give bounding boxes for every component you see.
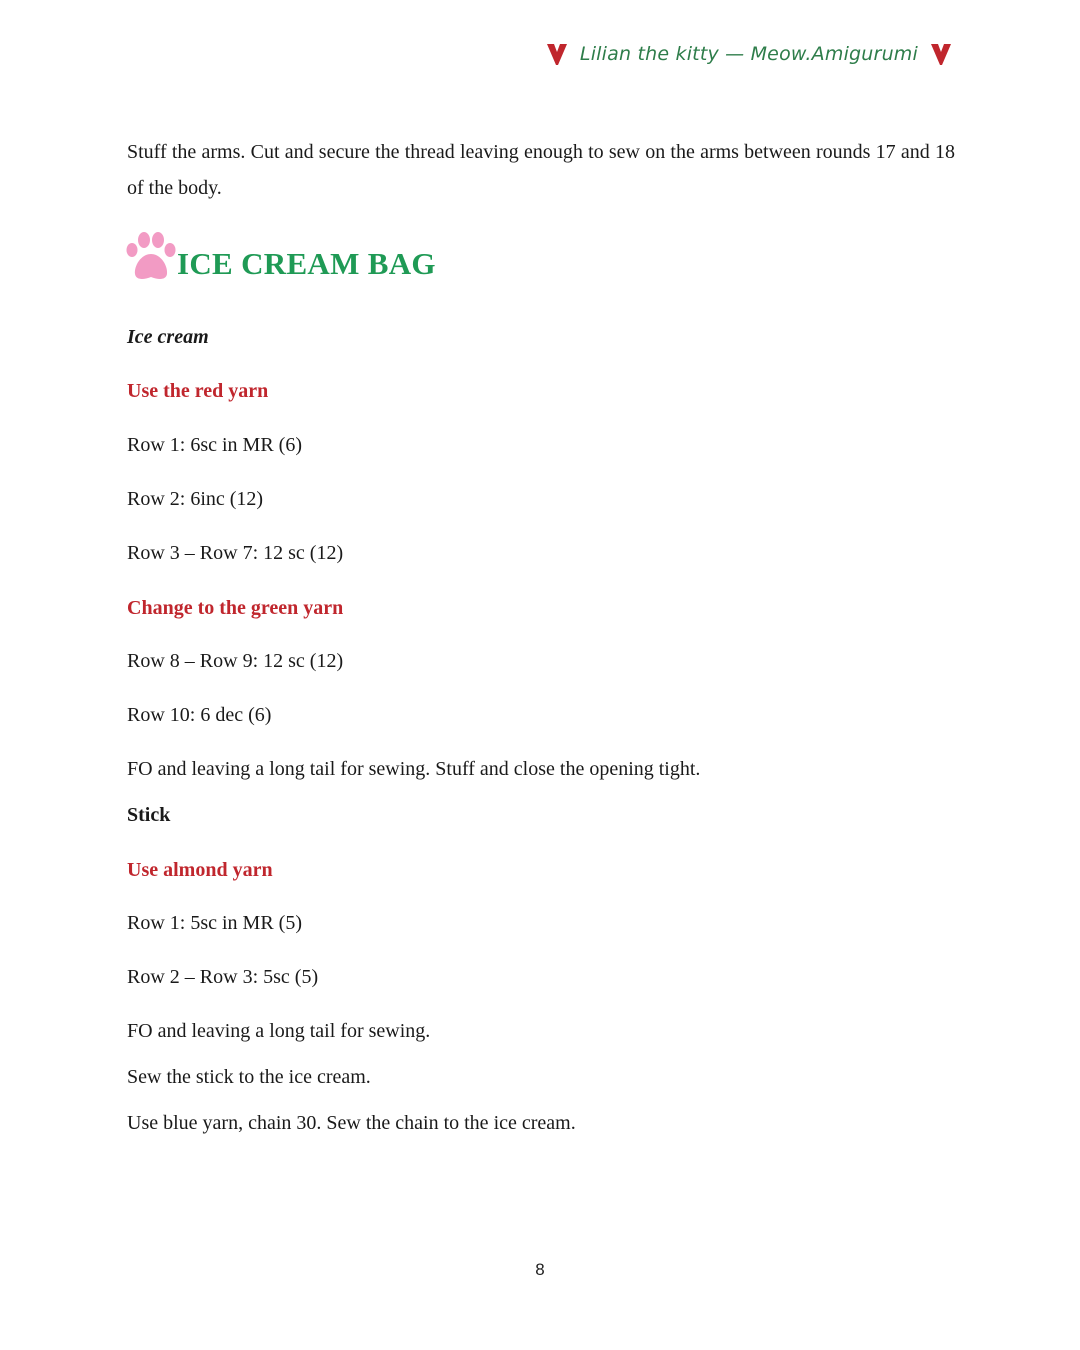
intro-paragraph: Stuff the arms. Cut and secure the thread leaving enough to sew on the arms between rounds 17 and 18 of the body. <box>127 141 955 199</box>
ice-cream-heading: Ice cream <box>127 326 209 348</box>
heart-icon <box>928 41 954 67</box>
stick-sew-note: Sew the stick to the ice cream. <box>127 1066 371 1088</box>
stick-finish: FO and leaving a long tail for sewing. <box>127 1020 431 1042</box>
section-heading <box>125 228 436 284</box>
ice-cream-yarn-change: Change to the green yarn <box>127 597 344 619</box>
page-header <box>544 34 954 74</box>
header-title: Lilian the kitty — Meow.Amigurumi <box>579 43 918 65</box>
stick-row-2: Row 2 – Row 3: 5sc (5) <box>127 966 319 988</box>
stick-yarn-note: Use almond yarn <box>127 859 273 881</box>
page-number: 8 <box>535 1260 545 1279</box>
ice-cream-row-10: Row 10: 6 dec (6) <box>127 704 272 726</box>
chain-note: Use blue yarn, chain 30. Sew the chain to the ice cream. <box>127 1112 576 1134</box>
stick-row-1: Row 1: 5sc in MR (5) <box>127 912 302 934</box>
ice-cream-row-1: Row 1: 6sc in MR (6) <box>127 434 302 456</box>
ice-cream-yarn-note: Use the red yarn <box>127 380 269 402</box>
ice-cream-row-3: Row 3 – Row 7: 12 sc (12) <box>127 542 344 564</box>
stick-heading: Stick <box>127 804 171 826</box>
ice-cream-row-8: Row 8 – Row 9: 12 sc (12) <box>127 650 344 672</box>
ice-cream-row-2: Row 2: 6inc (12) <box>127 488 264 510</box>
section-title: ICE CREAM BAG <box>177 246 436 281</box>
heart-icon <box>544 41 570 67</box>
paw-icon <box>125 228 181 284</box>
ice-cream-finish: FO and leaving a long tail for sewing. Stuff and close the opening tight. <box>127 758 701 780</box>
